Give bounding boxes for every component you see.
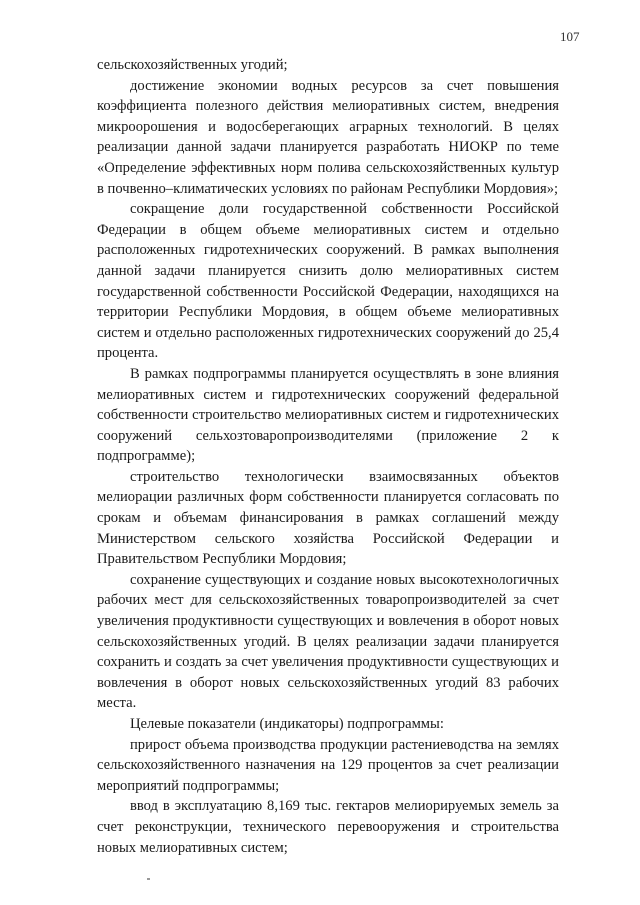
document-body [97,55,559,858]
page-number: 107 [560,29,580,44]
paragraph-jobs: сохранение существующих и создание новых высокотехнологичных рабочих мест для сельскохозяйственных товаропроизводителей за счет увеличения продуктивности существующих и вовлечения в оборот новых сельскохозяйственных угодий. В целях реализации задачи планируется сохранить и создать за счет увеличения продуктивности существующих и вовлечения в оборот новых сельскохозяйственных угодий 83 рабочих места. [97,571,559,712]
paragraph-indicators-heading: Целевые показатели (индикаторы) подпрограммы: [130,716,444,732]
paragraph-subprogram-construction: В рамках подпрограммы планируется осуществлять в зоне влияния мелиоративных систем и гидротехнических сооружений федеральной собственности строительство мелиоративных систем и гидротехнических сооружений сельхозтоваропроизводителями (приложение 2 к подпрограмме); [97,365,559,465]
scan-speck [147,878,150,880]
paragraph-coordination: строительство технологически взаимосвязанных объектов мелиорации различных форм собственности планируется согласовать по срокам и объемам финансирования в рамках соглашений между Министерством сельского хозяйства Российской Федерации и Правительством Республики Мордовия; [97,468,559,568]
paragraph-production-growth: прирост объема производства продукции растениеводства на землях сельскохозяйственного назначения на 129 процентов за счет реализации мероприятий подпрограммы; [97,736,559,794]
paragraph-land-commissioning: ввод в эксплуатацию 8,169 тыс. гектаров мелиорируемых земель за счет реконструкции, технического перевооружения и строительства новых мелиоративных систем; [97,798,559,856]
paragraph-continuation: сельскохозяйственных угодий; [97,57,288,73]
paragraph-water-savings: достижение экономии водных ресурсов за счет повышения коэффициента полезного действия мелиоративных систем, внедрения микроорошения и водосберегающих аграрных технологий. В целях реализации данной задачи планируется разработать НИОКР по теме «Определение эффективных норм полива сельскохозяйственных культур в почвенно–климатических условиях по районам Республики Мордовия»; [97,77,559,197]
paragraph-state-share: сокращение доли государственной собственности Российской Федерации в общем объеме мелиоративных систем и отдельно расположенных гидротехнических сооружений. В рамках выполнения данной задачи планируется снизить долю мелиоративных систем государственной собственности Российской Федерации, находящихся на территории Республики Мордовия, в общем объеме мелиоративных систем и отдельно расположенных гидротехнических сооружений до 25,4 процента. [97,201,559,362]
